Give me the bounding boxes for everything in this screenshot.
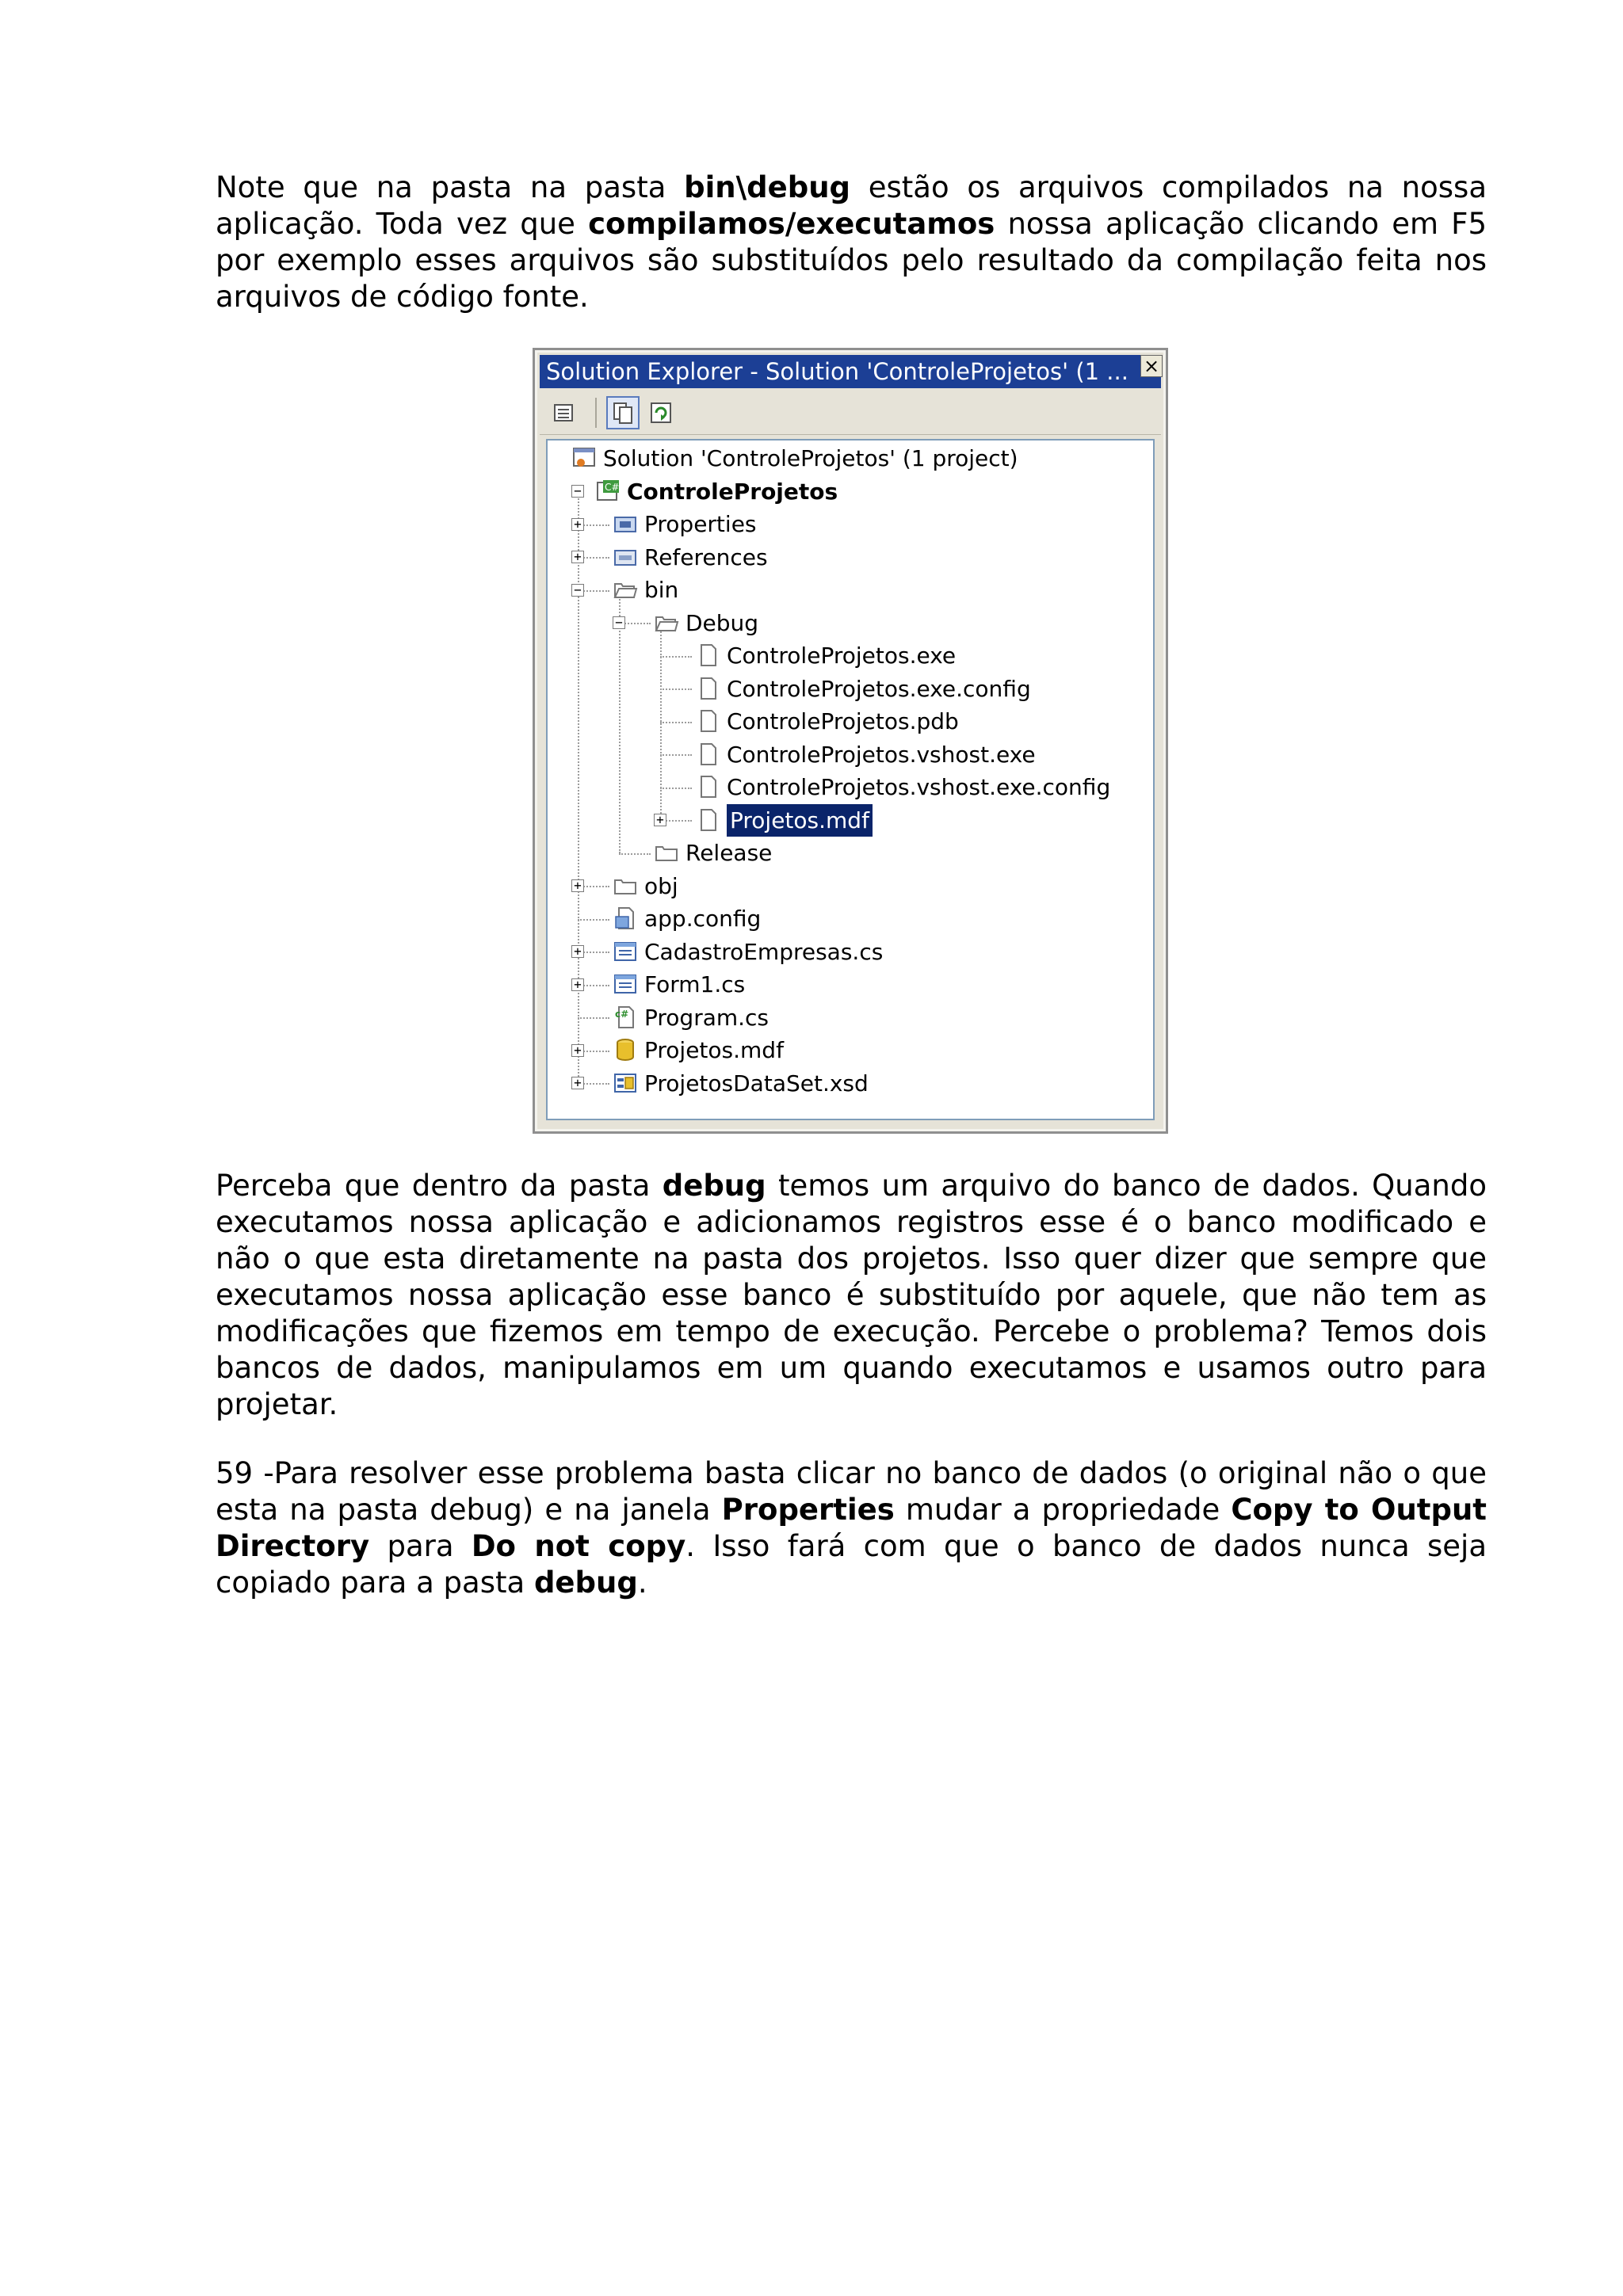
- folder-icon: [613, 873, 638, 898]
- tree-connector-line: [578, 919, 609, 921]
- text: para: [369, 1529, 472, 1563]
- file-icon: [695, 774, 720, 799]
- toolbar-separator: [595, 398, 597, 428]
- tree-item[interactable]: [548, 639, 1153, 672]
- tree-item-label: Properties: [644, 511, 757, 537]
- tree-item[interactable]: [548, 1067, 1153, 1100]
- text: mudar a propriedade: [894, 1493, 1232, 1527]
- svg-text:c#: c#: [615, 1008, 629, 1020]
- form-icon: [613, 939, 638, 964]
- tree-item-label: bin: [644, 577, 679, 603]
- file-icon: [695, 708, 720, 734]
- file-icon: [695, 676, 720, 701]
- tree-item-label: Program.cs: [644, 1004, 769, 1031]
- text: . Isso fará com que o banco de dados nunca seja copiado para a pasta: [216, 1529, 1487, 1600]
- tree-item-label: ControleProjetos.pdb: [727, 708, 959, 734]
- tree-item-label: ControleProjetos.vshost.exe: [727, 741, 1036, 768]
- text: temos um arquivo do banco de dados. Quando executamos nossa aplicação e adicionamos registros esse é o banco modificado e não o que esta diretamente na pasta dos projetos. Isso quer dizer que sempre que executamos nossa aplicação esse banco é substituído por aquele, que não tem as modificações que fizemos em tempo de execução. Percebe o problema? Temos dois bancos de dados, manipulamos em um quando executamos e usamos outro para projetar.: [216, 1169, 1487, 1421]
- file-icon: [695, 643, 720, 668]
- file-icon: [695, 676, 720, 701]
- tree-item-label: Form1.cs: [644, 971, 746, 997]
- tree-item[interactable]: [548, 968, 1153, 1001]
- tree-item-label: obj: [644, 872, 678, 899]
- database-icon: [613, 1037, 638, 1062]
- tree-item-label: ControleProjetos.exe: [727, 643, 957, 669]
- tree-item[interactable]: [548, 442, 1153, 475]
- refresh-button[interactable]: [644, 396, 678, 429]
- paragraph-bin-debug: [216, 170, 1487, 315]
- tree-item-label: Debug: [685, 609, 759, 636]
- tree-item-label: Projetos.mdf: [644, 1037, 784, 1063]
- dataset-icon: [613, 1070, 638, 1096]
- open-folder-icon: [654, 610, 679, 635]
- tree-item[interactable]: [548, 771, 1153, 803]
- tree-item[interactable]: [548, 936, 1153, 968]
- tree-item-label: ControleProjetos.exe.config: [727, 675, 1031, 702]
- text: .: [637, 1566, 647, 1600]
- bold-term: Copy to Output Directory: [216, 1493, 1487, 1563]
- collapse-icon[interactable]: −: [571, 485, 584, 498]
- tree-connector-line: [619, 853, 651, 855]
- csharp-file-icon: [613, 1005, 638, 1030]
- solution-explorer-window: [533, 348, 1168, 1134]
- refresh-icon: [649, 401, 673, 425]
- bold-term: debug: [533, 1566, 638, 1600]
- file-icon: [695, 774, 720, 799]
- tree-item-label: CadastroEmpresas.cs: [644, 938, 884, 965]
- open-folder-icon: [613, 577, 638, 602]
- solution-icon: [571, 445, 597, 471]
- bold-term: Properties: [721, 1493, 895, 1527]
- references-icon: [613, 544, 638, 570]
- solution-icon: [571, 445, 597, 471]
- tree-connector-line: [660, 754, 692, 756]
- tree-item[interactable]: [548, 1001, 1153, 1034]
- file-icon: [695, 807, 720, 833]
- expand-icon[interactable]: +: [571, 978, 584, 991]
- expand-icon[interactable]: +: [571, 1077, 584, 1089]
- paragraph-debug-database: [216, 1168, 1487, 1423]
- tree-item[interactable]: [548, 1034, 1153, 1066]
- csharp-file-icon: [613, 1005, 638, 1030]
- tree-connector-line: [660, 788, 692, 789]
- file-icon: [695, 708, 720, 734]
- properties-button[interactable]: [548, 396, 581, 429]
- text: Note que na pasta na pasta: [216, 170, 685, 204]
- form-icon: [613, 971, 638, 997]
- tree-item[interactable]: [548, 574, 1153, 606]
- dataset-icon: [613, 1070, 638, 1096]
- tree-item[interactable]: [548, 902, 1153, 935]
- tree-item-label: References: [644, 543, 768, 570]
- expand-icon[interactable]: +: [571, 1044, 584, 1057]
- references-icon: [613, 544, 638, 570]
- file-icon: [695, 643, 720, 668]
- config-file-icon: [613, 906, 638, 931]
- tree-connector-line: [660, 656, 692, 658]
- collapse-icon[interactable]: −: [613, 616, 625, 629]
- bold-term: compilamos/executamos: [588, 207, 995, 241]
- text: 59 -Para resolver esse problema basta clicar no banco de dados (o original não o que esta na pasta debug) e na janela: [216, 1456, 1487, 1527]
- file-icon: [695, 807, 720, 833]
- properties-icon: [552, 401, 576, 425]
- form-icon: [613, 939, 638, 964]
- tree-connector-line: [660, 722, 692, 723]
- tree-item[interactable]: [548, 837, 1153, 869]
- tree-item-label: ProjetosDataSet.xsd: [644, 1070, 869, 1097]
- text: Perceba que dentro da pasta: [216, 1169, 663, 1203]
- bold-path: bin\debug: [684, 170, 851, 204]
- show-all-files-icon: [611, 401, 635, 425]
- expand-icon[interactable]: +: [571, 879, 584, 892]
- tree-item[interactable]: [548, 508, 1153, 540]
- tree-item[interactable]: [548, 607, 1153, 639]
- open-folder-icon: [613, 577, 638, 602]
- folder-icon: [654, 840, 679, 865]
- tree-item[interactable]: [548, 804, 1153, 837]
- database-icon: [613, 1037, 638, 1062]
- solution-explorer-toolbar: [540, 390, 1161, 435]
- tree-item[interactable]: [548, 475, 1153, 508]
- bold-term: debug: [662, 1169, 766, 1203]
- properties-folder-icon: [613, 511, 638, 536]
- tree-item-label: ControleProjetos.vshost.exe.config: [727, 774, 1111, 800]
- csharp-project-icon: [595, 479, 621, 504]
- tree-item[interactable]: [548, 738, 1153, 771]
- text: estão os arquivos compilados na nossa aplicação. Toda vez que: [216, 170, 1487, 241]
- form-icon: [613, 971, 638, 997]
- tree-item[interactable]: [548, 541, 1153, 574]
- svg-text:C#: C#: [605, 481, 620, 493]
- csharp-project-icon: [595, 479, 621, 504]
- tree-item[interactable]: [548, 673, 1153, 705]
- file-icon: [695, 742, 720, 767]
- paragraph-step-59: [216, 1455, 1487, 1601]
- tree-item-label: ControleProjetos: [627, 478, 838, 505]
- collapse-icon[interactable]: −: [571, 584, 584, 597]
- expand-icon[interactable]: +: [571, 551, 584, 563]
- open-folder-icon: [654, 610, 679, 635]
- properties-folder-icon: [613, 511, 638, 536]
- tree-connector-line: [578, 1017, 609, 1019]
- tree-item-label: app.config: [644, 906, 762, 932]
- expand-icon[interactable]: +: [654, 814, 666, 826]
- tree-item-label: Solution 'ControleProjetos' (1 project): [603, 445, 1018, 471]
- solution-tree[interactable]: [546, 439, 1155, 1120]
- close-button[interactable]: ×: [1140, 355, 1163, 377]
- folder-icon: [613, 873, 638, 898]
- tree-item-label: Projetos.mdf: [727, 804, 873, 837]
- tree-item[interactable]: [548, 705, 1153, 738]
- solution-explorer-title-bar[interactable]: [540, 355, 1161, 388]
- file-icon: [695, 742, 720, 767]
- tree-item[interactable]: [548, 870, 1153, 902]
- text: nossa aplicação clicando em F5 por exemplo esses arquivos são substituídos pelo resultado da compilação feita nos arquivos de código fonte.: [216, 207, 1487, 314]
- show-all-files-button[interactable]: [606, 396, 640, 429]
- bold-term: Do not copy: [471, 1529, 686, 1563]
- expand-icon[interactable]: +: [571, 518, 584, 531]
- config-file-icon: [613, 906, 638, 931]
- folder-icon: [654, 840, 679, 865]
- expand-icon[interactable]: +: [571, 945, 584, 958]
- tree-connector-line: [660, 688, 692, 690]
- window-title: Solution Explorer - Solution 'ControleProjetos' (1 ...: [546, 358, 1128, 385]
- tree-item-label: Release: [685, 840, 773, 866]
